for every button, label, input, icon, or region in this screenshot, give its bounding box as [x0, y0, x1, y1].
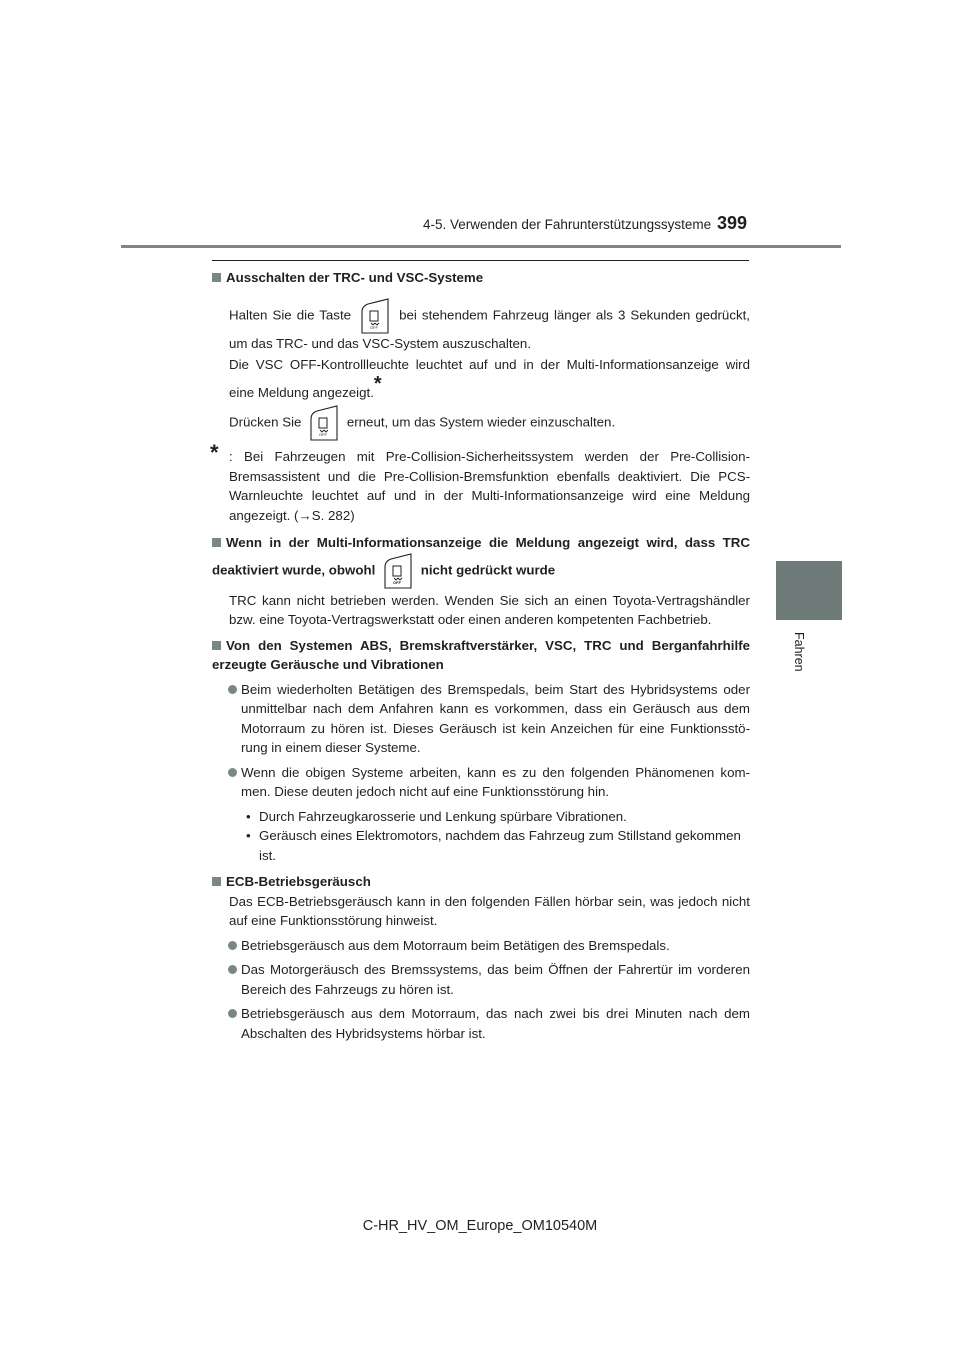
heading-marker: [212, 641, 221, 650]
page-header-section: 4-5. Verwenden der Fahrunterstützungssysteme: [423, 217, 712, 232]
top-rule: [212, 260, 749, 261]
heading-text: Wenn in der Multi-Informationsanzeige die Meldung angezeigt wird, dass TRC deaktiviert wurde, obwohl: [212, 535, 750, 578]
bullet-dot: [228, 685, 237, 694]
section-heading: [212, 533, 750, 589]
sub-bullet-item: [246, 826, 750, 865]
heading-text: nicht gedrückt wurde: [420, 562, 556, 578]
paragraph: [229, 355, 750, 402]
bullet-text: Beim wiederholten Betätigen des Bremspedals, beim Start des Hybridsystems oder unmittelbar nach dem Anfahren kann es vorkommen, dass ein Geräusch aus dem Motorraum zu hören ist. Dieses Geräusch ist kein Anzeichen für eine Funktionsstö-rung in einem dieser Systeme.: [241, 681, 750, 755]
main-content: [212, 268, 750, 1043]
heading-marker: [212, 273, 221, 282]
paragraph: TRC kann nicht betrieben werden. Wenden Sie sich an einen Toyota-Vertragshändler bzw. eine Toyota-Vertragswerkstatt oder einen anderen kompetenten Fachbetrieb.: [229, 592, 750, 627]
page-number: 399: [717, 213, 748, 233]
chapter-label: Fahren: [792, 632, 806, 672]
bullet-text: Das Motorgeräusch des Bremssystems, das beim Öffnen der Fahrertür im vorderen Bereich des Fahrzeugs zu hören ist.: [241, 962, 750, 997]
paragraph: [229, 405, 750, 441]
sub-bullet-text: Geräusch eines Elektromotors, nachdem das Fahrzeug zum Stillstand gekommen ist.: [259, 828, 741, 863]
header-rule: [121, 245, 841, 248]
section-heading: [212, 268, 750, 288]
paragraph: [229, 298, 750, 354]
bullet-dot: [228, 1009, 237, 1018]
bullet-item: [241, 936, 750, 956]
bullet-dot: [228, 768, 237, 777]
sub-bullet-item: [246, 807, 750, 827]
footnote-star: *: [210, 440, 219, 465]
bullet-item: [241, 1004, 750, 1043]
bullet-dot: [228, 965, 237, 974]
vsc-off-button-icon: [307, 405, 341, 441]
section-heading: [212, 636, 750, 675]
text-run: bei stehendem Fahrzeug länger als 3 Sekunden gedrückt, um das TRC- und das VSC-System auszuschalten.: [229, 307, 751, 351]
heading-text: Von den Systemen ABS, Bremskraftverstärker, VSC, TRC und Berganfahrhilfe erzeugte Geräusche und Vibrationen: [212, 637, 750, 672]
footer-doc-id: C-HR_HV_OM_Europe_OM10540M: [362, 1218, 598, 1234]
footnote-mark: *: [373, 372, 382, 395]
section-heading: [212, 872, 750, 892]
bullet-text: Wenn die obigen Systeme arbeiten, kann es zu den folgenden Phänomenen kom-men. Diese deuten jedoch nicht auf eine Funktionsstörung hin.: [241, 764, 750, 799]
bullet-dot: [228, 941, 237, 950]
heading-marker: [212, 877, 221, 886]
footnote: [210, 440, 750, 525]
text-run: Die VSC OFF-Kontrollleuchte leuchtet auf und in der Multi-Informationsanzeige wird eine Meldung angezeigt.: [229, 357, 750, 400]
chapter-number: 4: [805, 1138, 813, 1152]
heading-text: Ausschalten der TRC- und VSC-Systeme: [226, 270, 484, 285]
footnote-text: : Bei Fahrzeugen mit Pre-Collision-Sicherheitssystem werden der Pre-Collision-Bremsassistent und die Pre-Collision-Bremsfunktion ebenfalls deaktiviert. Die PCS-Warnleuchte leuchtet auf und in der Multi-Informationsanzeige wird eine Meldung angezeigt. (→S. 282): [229, 449, 750, 523]
text-run: erneut, um das System wieder einzuschalten.: [346, 414, 616, 430]
bullet-text: Betriebsgeräusch aus dem Motorraum, das nach zwei bis drei Minuten nach dem Abschalten des Hybridsystems hörbar ist.: [241, 1006, 750, 1041]
bullet-item: [241, 680, 750, 758]
svg-text:OFF: OFF: [393, 579, 401, 585]
bullet-text: Betriebsgeräusch aus dem Motorraum beim Betätigen des Bremspedals.: [241, 937, 670, 953]
vsc-off-button-icon: [358, 298, 392, 334]
text-run: Halten Sie die Taste: [229, 307, 352, 323]
svg-text:OFF: OFF: [319, 432, 328, 437]
vsc-off-button-icon: [381, 553, 415, 589]
sub-bullet-text: Durch Fahrzeugkarosserie und Lenkung spürbare Vibrationen.: [259, 808, 627, 824]
sub-bullet-mark: •: [246, 828, 251, 843]
bullet-item: [241, 960, 750, 999]
heading-marker: [212, 538, 221, 547]
text-run: Drücken Sie: [229, 414, 302, 430]
svg-text:OFF: OFF: [370, 324, 379, 330]
sub-bullet-mark: •: [246, 808, 251, 824]
heading-text: ECB-Betriebsgeräusch: [226, 874, 371, 889]
bullet-item: [241, 763, 750, 802]
paragraph: Das ECB-Betriebsgeräusch kann in den folgenden Fällen hörbar sein, was jedoch nicht auf eine Funktionsstörung hinweist.: [229, 893, 750, 928]
